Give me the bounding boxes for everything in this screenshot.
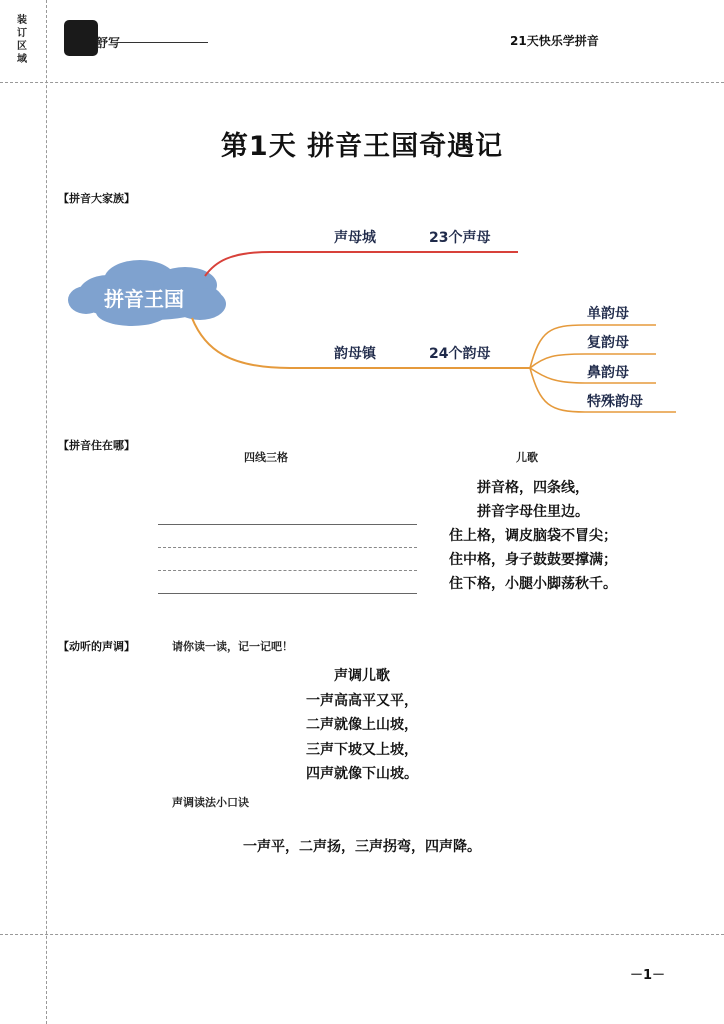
branch-line-top — [205, 252, 518, 276]
reading-prompt: 请你读一读，记一记吧！ — [172, 640, 293, 653]
page-title: 第1天 拼音王国奇遇记 — [220, 131, 504, 162]
section-label-pinyin-home: 【拼音住在哪】 — [58, 439, 135, 452]
cloud-label: 拼音王国 — [104, 287, 184, 311]
binding-char: 装 — [17, 15, 27, 26]
binding-char: 区 — [17, 41, 27, 52]
binding-char: 订 — [17, 28, 27, 39]
branch-top-value: 23个声母 — [429, 230, 491, 246]
grid-label: 四线三格 — [244, 451, 288, 464]
sub-item: 单韵母 — [587, 306, 629, 322]
section-label-pinyin-family: 【拼音大家族】 — [58, 192, 135, 205]
sub-item: 鼻韵母 — [587, 365, 629, 381]
rhyme-line: 住中格，身子鼓鼓要撑满； — [449, 552, 617, 568]
book-title: 21天快乐学拼音 — [510, 34, 599, 48]
branch-top-name: 声母城 — [334, 230, 376, 246]
brand-name: 舒写 — [96, 36, 121, 50]
sub-item: 特殊韵母 — [587, 394, 643, 410]
tone-song-line: 二声就像上山坡， — [306, 717, 418, 733]
song-label: 儿歌 — [516, 451, 538, 464]
rhyme-line: 拼音格，四条线， — [477, 480, 589, 496]
section-label-tones: 【动听的声调】 — [58, 640, 135, 653]
tone-song-title: 声调儿歌 — [334, 668, 390, 684]
rhyme-line: 住下格，小腿小脚荡秋千。 — [449, 576, 617, 592]
tip-label: 声调读法小口诀 — [172, 796, 249, 809]
footer-divider — [0, 934, 724, 935]
grid-line-3 — [158, 570, 417, 571]
rhyme-line: 住上格，调皮脑袋不冒尖； — [449, 528, 617, 544]
tone-song-line: 一声高高平又平， — [306, 692, 418, 709]
branch-bottom-value: 24个韵母 — [429, 346, 491, 362]
tone-song-line: 三声下坡又上坡， — [306, 741, 418, 758]
sub-item: 复韵母 — [587, 335, 629, 351]
tone-song — [0, 664, 724, 787]
tone-song-line: 四声就像下山坡。 — [306, 766, 418, 782]
nursery-rhyme — [428, 476, 638, 596]
grid-line-1 — [158, 524, 417, 525]
grid-line-2 — [158, 547, 417, 548]
binding-char: 域 — [17, 54, 27, 65]
branch-bottom-name: 韵母镇 — [334, 346, 376, 362]
page-number: －1－ — [630, 968, 666, 983]
rhyme-line: 拼音字母住里边。 — [477, 504, 589, 520]
tone-formula: 一声平，二声扬，三声拐弯，四声降。 — [243, 839, 481, 855]
grid-line-4 — [158, 593, 417, 594]
